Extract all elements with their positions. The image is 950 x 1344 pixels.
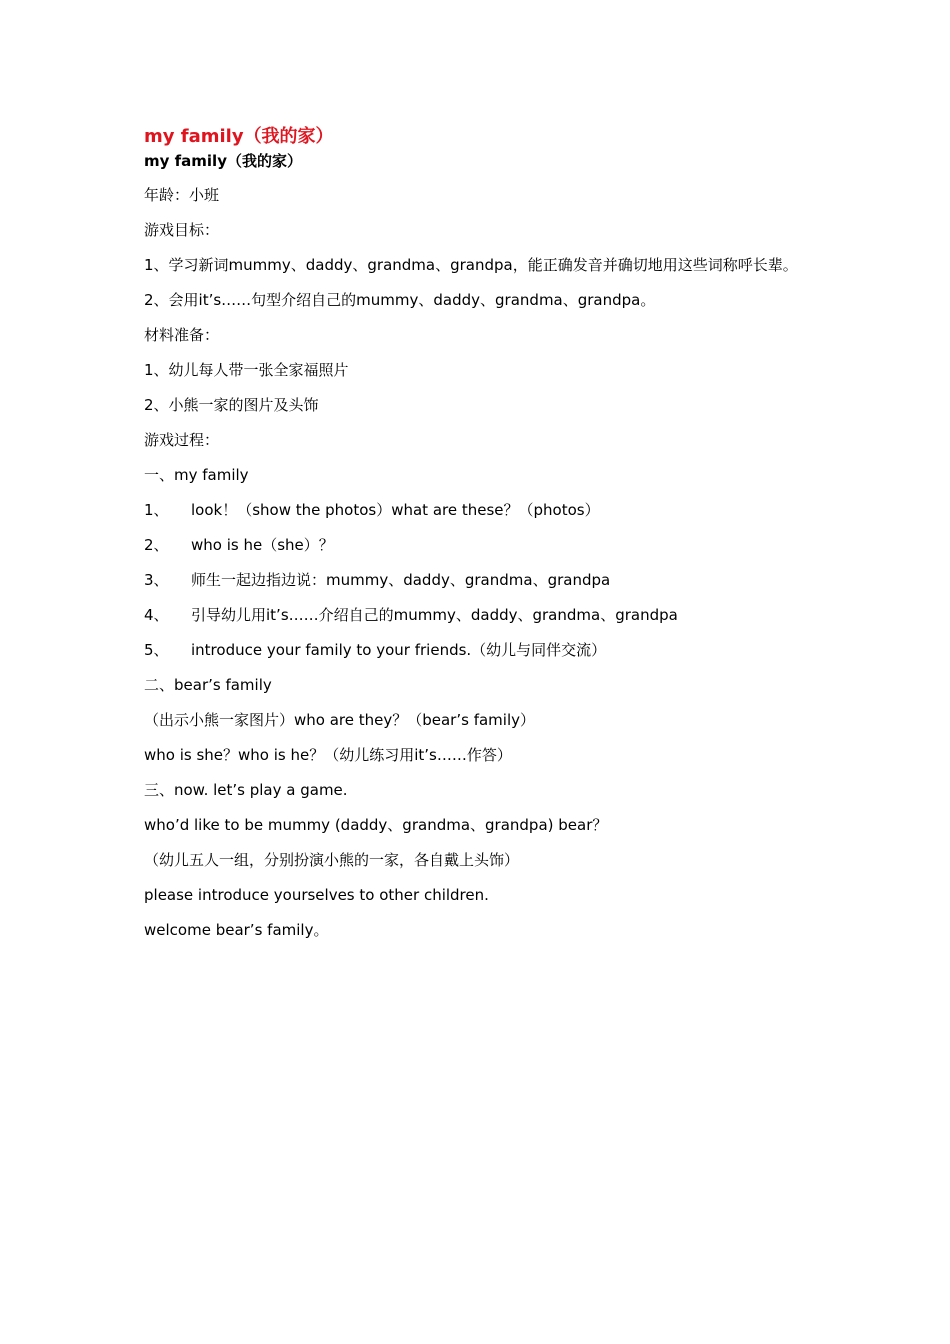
game-line-1: who’d like to be mummy (daddy、grandma、grandpa) bear？ xyxy=(144,816,608,834)
step-item xyxy=(144,633,804,668)
document-subtitle: my family（我的家） xyxy=(144,152,302,170)
bear-line-1: （出示小熊一家图片）who are they？（bear’s family） xyxy=(144,711,535,729)
step-text: 师生一起边指边说：mummy、daddy、grandma、grandpa xyxy=(191,571,611,589)
material-item-2: 2、小熊一家的图片及头饰 xyxy=(144,396,319,414)
bear-line-2: who is she？who is he？（幼儿练习用it’s……作答） xyxy=(144,746,512,764)
step-number: 5、 xyxy=(144,641,169,659)
process-heading: 游戏过程： xyxy=(144,431,220,449)
game-line-2: （幼儿五人一组，分别扮演小熊的一家，各自戴上头饰） xyxy=(144,851,520,869)
document-title: my family（我的家） xyxy=(144,126,334,147)
step-number: 3、 xyxy=(144,571,169,589)
age-line: 年龄：小班 xyxy=(144,186,220,204)
step-number: 4、 xyxy=(144,606,169,624)
goal-item-1: 1、学习新词mummy、daddy、grandma、grandpa，能正确发音并确切地用这些词称呼长辈。 xyxy=(144,256,798,274)
materials-heading: 材料准备： xyxy=(144,326,220,344)
step-item xyxy=(144,528,804,563)
step-text: 引导幼儿用it’s……介绍自己的mummy、daddy、grandma、grandpa xyxy=(191,606,678,624)
step-text: look！（show the photos）what are these？（photos） xyxy=(191,501,600,519)
game-line-4: welcome bear’s family。 xyxy=(144,921,329,939)
step-number: 1、 xyxy=(144,501,169,519)
step-number: 2、 xyxy=(144,536,169,554)
material-item-1: 1、幼儿每人带一张全家福照片 xyxy=(144,361,349,379)
section-heading-2: 二、bear’s family xyxy=(144,676,272,694)
section-heading-1: 一、my family xyxy=(144,466,249,484)
step-text: who is he（she）？ xyxy=(191,536,334,554)
goal-heading: 游戏目标： xyxy=(144,221,220,239)
step-text: introduce your family to your friends.（幼儿与同伴交流） xyxy=(191,641,607,659)
game-line-3: please introduce yourselves to other children. xyxy=(144,886,489,904)
document-page xyxy=(144,124,804,948)
goal-item-2: 2、会用it’s……句型介绍自己的mummy、daddy、grandma、grandpa。 xyxy=(144,291,656,309)
step-item xyxy=(144,598,804,633)
section-heading-3: 三、now. let’s play a game. xyxy=(144,781,348,799)
step-item xyxy=(144,493,804,528)
step-item xyxy=(144,563,804,598)
